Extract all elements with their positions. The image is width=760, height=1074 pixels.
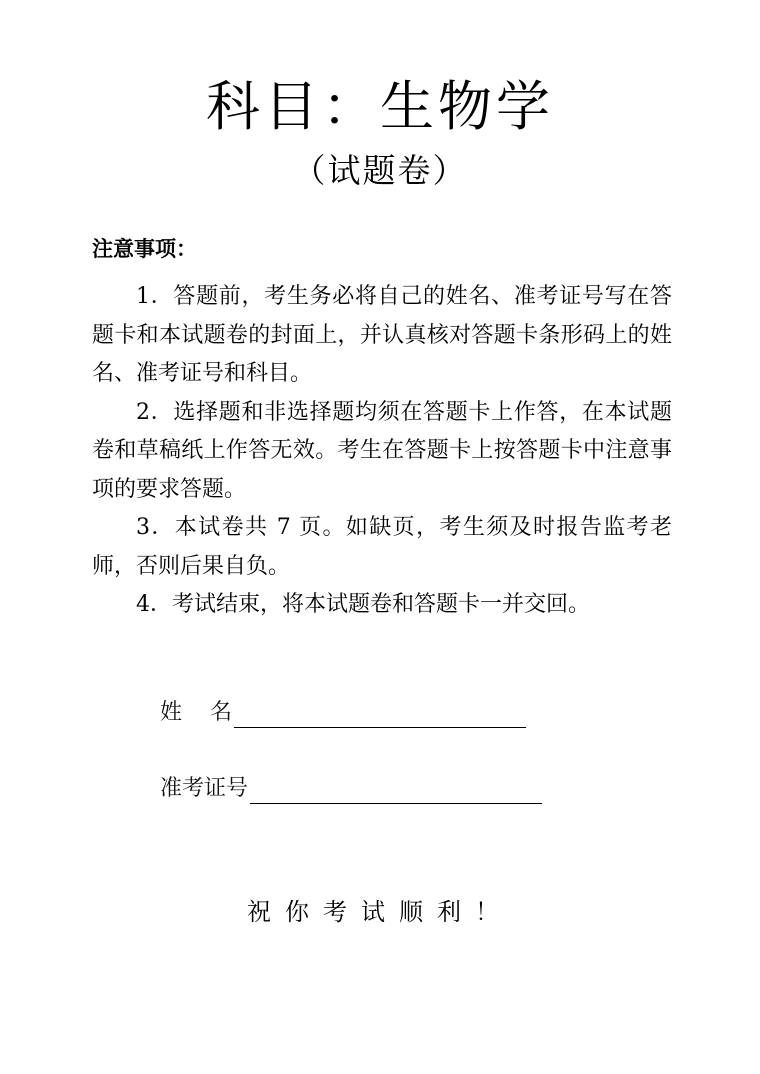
notice-item: 3．本试卷共 7 页。如缺页，考生须及时报告监考老师，否则后果自负。 — [92, 515, 672, 579]
name-label: 姓 名 — [160, 700, 232, 725]
exam-id-field-row — [160, 774, 542, 804]
notice-list — [92, 278, 672, 625]
exam-id-blank-line[interactable] — [250, 777, 542, 804]
exam-id-label: 准考证号 — [160, 776, 249, 801]
good-luck-message: 祝你考试顺利！ — [247, 898, 513, 926]
notice-item: 2．选择题和非选择题均须在答题卡上作答，在本试题卷和草稿纸上作答无效。考生在答题卡上按答题卡中注意事项的要求答题。 — [92, 399, 672, 502]
notice-heading: 注意事项： — [92, 237, 197, 261]
notice-item: 1．答题前，考生务必将自己的姓名、准考证号写在答题卡和本试题卷的封面上，并认真核对答题卡条形码上的姓名、准考证号和科目。 — [92, 284, 672, 386]
notice-item: 4．考试结束，将本试题卷和答题卡一并交回。 — [136, 592, 590, 617]
name-blank-line[interactable] — [234, 701, 526, 728]
subject-title: 科目：生物学 — [206, 75, 554, 138]
name-field-row — [160, 698, 526, 728]
paper-type-subtitle: （试题卷） — [292, 151, 468, 190]
